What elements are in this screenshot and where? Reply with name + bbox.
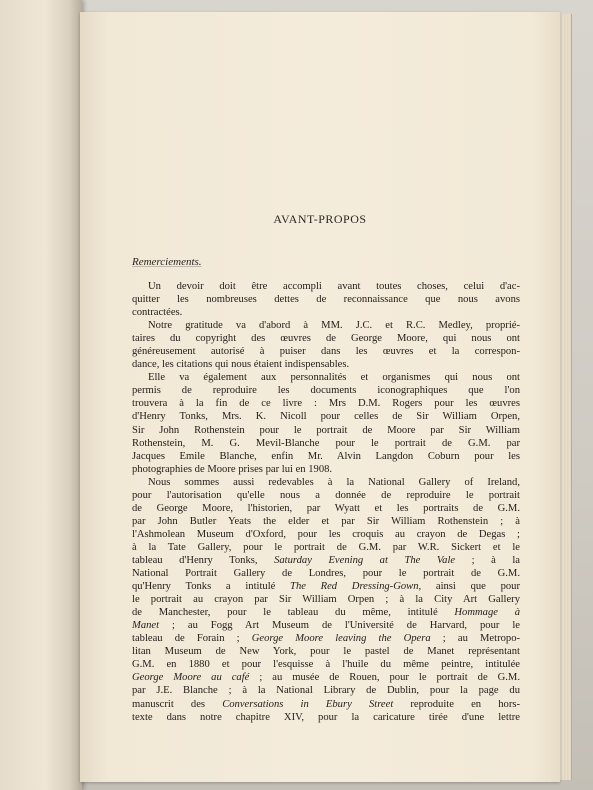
italic-title: The Red Dressing-Gown (290, 581, 419, 593)
text-run: reproduite en hors- (393, 698, 520, 710)
text-line (132, 671, 520, 684)
text-line (132, 684, 520, 697)
text-line (132, 384, 520, 397)
italic-title: Hommage à (454, 607, 520, 619)
paragraph (132, 319, 520, 371)
text-line (132, 658, 520, 671)
text-run: , ainsi que pour (418, 581, 520, 593)
text-line (132, 711, 520, 724)
text-line (132, 410, 520, 423)
italic-title: Manet (132, 620, 160, 632)
text-line (132, 319, 520, 332)
text-run: le portrait au crayon par Sir William Orpen ; à la City Art Gallery (132, 594, 520, 606)
paragraph (132, 371, 520, 475)
text-line (132, 698, 520, 711)
paragraph (132, 476, 520, 724)
text-line (132, 463, 520, 476)
text-run: par J.E. Blanche ; à la National Library de Dublin, pour la page du (132, 685, 520, 697)
text-run: ; au musée de Rouen, pour le portrait de G.M. (249, 672, 520, 684)
section-title: Remerciements. (132, 256, 202, 268)
text-line (132, 450, 520, 463)
text-run: ; à la (455, 554, 520, 566)
text-line (132, 554, 520, 567)
text-run: permis de reproduire les documents iconographiques que l'on (132, 385, 520, 397)
text-line (132, 619, 520, 632)
text-line (132, 593, 520, 606)
text-line (132, 541, 520, 554)
text-run: texte dans notre chapitre XIV, pour la caricature tirée d'une lettre (132, 711, 520, 723)
text-line (132, 632, 520, 645)
text-run: de George Moore, l'historien, par Wyatt et les portraits de G.M. (132, 502, 520, 514)
text-line (132, 424, 520, 437)
text-line (132, 606, 520, 619)
text-run: contractées. (132, 307, 183, 319)
text-run: pour l'autorisation qu'elle nous a donnée de reproduire le portrait (132, 489, 520, 501)
text-run: manuscrit des (132, 698, 223, 710)
text-run: qu'Henry Tonks a intitulé (132, 581, 291, 593)
text-run: Sir John Rothenstein pour le portrait de Moore par Sir William (132, 424, 520, 436)
text-line (132, 345, 520, 358)
italic-title: George Moore leaving the Opera (251, 633, 431, 645)
text-run: trouvera à la fin de ce livre : Mrs D.M. Rogers pour les œuvres (132, 398, 520, 410)
facing-page (0, 0, 82, 790)
text-run: Notre gratitude va d'abord à MM. J.C. et R.C. Medley, proprié- (148, 320, 520, 332)
text-line (132, 397, 520, 410)
text-line (132, 306, 520, 319)
italic-title: George Moore au café (132, 672, 250, 684)
text-run: photographies de Moore prises par lui en 1908. (132, 463, 333, 475)
text-run: National Portrait Gallery de Londres, pour le portrait de G.M. (132, 568, 520, 580)
paragraph (132, 280, 520, 319)
text-line (132, 293, 520, 306)
text-run: G.M. en 1880 et pour l'esquisse à l'huile du même peintre, intitulée (132, 659, 520, 671)
text-run: Elle va également aux personnalités et organismes qui nous ont (148, 372, 520, 384)
text-run: Un devoir doit être accompli avant toutes choses, celui d'ac- (148, 281, 520, 292)
text-run: l'Ashmolean Museum d'Oxford, pour les croquis au crayon de Degas ; (132, 528, 520, 540)
text-run: par John Butler Yeats the elder et par Sir William Rothenstein ; à (132, 515, 520, 527)
text-run: litan Museum de New York, pour le pastel de Manet représentant (132, 646, 520, 658)
text-line (132, 437, 520, 450)
italic-title: Conversations in Ebury Street (222, 698, 394, 710)
text-run: ; au Fogg Art Museum de l'Université de Harvard, pour le (159, 620, 520, 632)
body-text (132, 280, 520, 724)
text-run: tableau de Forain ; (132, 633, 252, 645)
text-run: ; au Metropo- (430, 633, 521, 645)
text-run: généreusement autorisé à puiser dans les œuvres et la correspon- (132, 346, 520, 358)
text-line (132, 476, 520, 489)
text-run: Nous sommes aussi redevables à la National Gallery of Ireland, (148, 476, 520, 488)
italic-title: Saturday Evening at The Vale (274, 554, 456, 566)
text-line (132, 280, 520, 293)
text-run: dance, les citations qui nous étaient indispensables. (132, 359, 350, 371)
text-line (132, 528, 520, 541)
text-line (132, 645, 520, 658)
text-line (132, 332, 520, 345)
text-line (132, 358, 520, 371)
text-run: Rothenstein, M. G. Mevil-Blanche pour le portrait de G.M. par (132, 437, 520, 449)
text-run: de Manchester, pour le tableau du même, intitulé (132, 607, 455, 619)
text-run: taires du copyright des œuvres de George Moore, qui nous ont (132, 333, 520, 345)
text-run: à la Tate Gallery, pour le portrait de G.M. par W.R. Sickert et le (132, 541, 520, 553)
text-line (132, 371, 520, 384)
text-line (132, 515, 520, 528)
book-page (80, 12, 560, 782)
page-heading: AVANT-PROPOS (273, 212, 367, 226)
text-line (132, 489, 520, 502)
text-line (132, 580, 520, 593)
text-line (132, 502, 520, 515)
text-run: d'Henry Tonks, Mrs. K. Nicoll pour celles de Sir William Orpen, (132, 411, 520, 423)
text-line (132, 567, 520, 580)
text-run: quitter les nombreuses dettes de reconnaissance que nous avons (132, 294, 520, 306)
text-run: Jacques Emile Blanche, enfin Mr. Alvin Langdon Coburn pour les (132, 450, 520, 462)
text-run: tableau d'Henry Tonks, (132, 554, 275, 566)
